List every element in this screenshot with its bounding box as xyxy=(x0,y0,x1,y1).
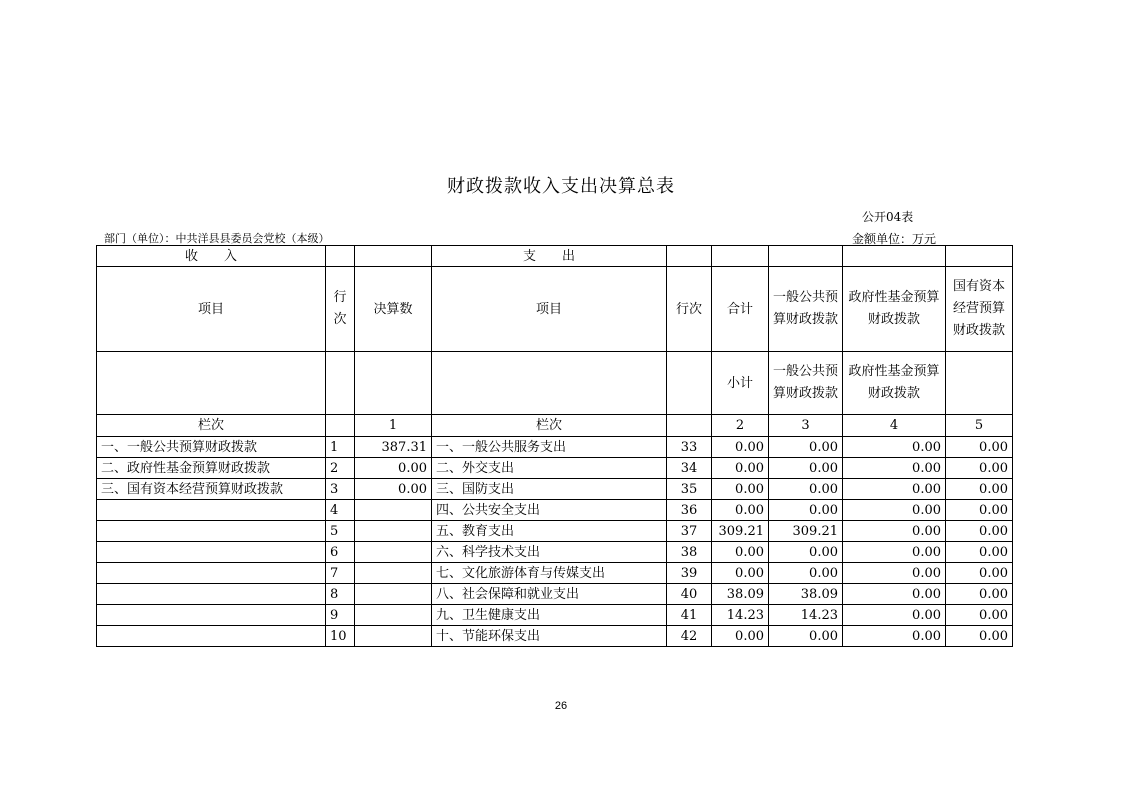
gov-fund-cell: 0.00 xyxy=(843,458,946,479)
income-amount-cell xyxy=(355,626,432,647)
state-capital-cell: 0.00 xyxy=(946,563,1013,584)
expense-section-header: 支 出 xyxy=(432,246,667,267)
expense-item-cell: 十、节能环保支出 xyxy=(432,626,667,647)
state-capital-cell: 0.00 xyxy=(946,626,1013,647)
header-row-columns xyxy=(97,267,1013,352)
income-row-no-cell: 3 xyxy=(326,479,355,500)
income-row-no-cell: 2 xyxy=(326,458,355,479)
gov-fund-header: 政府性基金预算财政拨款 xyxy=(843,267,946,352)
data-rows xyxy=(97,437,1013,647)
income-item-cell xyxy=(97,521,326,542)
header-row-sections xyxy=(97,246,1013,267)
total-cell: 309.21 xyxy=(712,521,769,542)
department-label: 部门（单位）：中共洋县县委员会党校（本级） xyxy=(104,232,330,245)
col-number-1: 1 xyxy=(355,415,432,437)
expense-row-no-cell: 40 xyxy=(667,584,712,605)
expense-row-no-cell: 35 xyxy=(667,479,712,500)
gov-fund-cell: 0.00 xyxy=(843,584,946,605)
state-capital-cell: 0.00 xyxy=(946,542,1013,563)
table-row xyxy=(97,605,1013,626)
income-amount-cell xyxy=(355,500,432,521)
expense-item-header: 项目 xyxy=(432,267,667,352)
general-public-cell: 0.00 xyxy=(769,479,843,500)
total-header: 合计 xyxy=(712,267,769,352)
subtotal-header: 小计 xyxy=(712,352,769,415)
state-capital-cell: 0.00 xyxy=(946,584,1013,605)
state-capital-header: 国有资本经营预算财政拨款 xyxy=(946,267,1013,352)
total-cell: 0.00 xyxy=(712,437,769,458)
table-row xyxy=(97,500,1013,521)
empty-cell xyxy=(326,415,355,437)
total-cell: 0.00 xyxy=(712,626,769,647)
expense-item-cell: 一、一般公共服务支出 xyxy=(432,437,667,458)
row-no-header-text: 行次 xyxy=(333,290,347,327)
table-row xyxy=(97,521,1013,542)
gov-fund-sub-header: 政府性基金预算财政拨款 xyxy=(843,352,946,415)
income-item-cell xyxy=(97,605,326,626)
expense-item-cell: 六、科学技术支出 xyxy=(432,542,667,563)
income-row-no-cell: 6 xyxy=(326,542,355,563)
state-capital-cell: 0.00 xyxy=(946,605,1013,626)
empty-cell xyxy=(432,352,667,415)
general-public-cell: 14.23 xyxy=(769,605,843,626)
general-public-sub-header: 一般公共预算财政拨款 xyxy=(769,352,843,415)
income-row-no-cell: 7 xyxy=(326,563,355,584)
income-amount-cell: 387.31 xyxy=(355,437,432,458)
state-capital-cell: 0.00 xyxy=(946,479,1013,500)
col-number-3: 3 xyxy=(769,415,843,437)
general-public-cell: 38.09 xyxy=(769,584,843,605)
col-number-4: 4 xyxy=(843,415,946,437)
expense-item-cell: 二、外交支出 xyxy=(432,458,667,479)
state-capital-cell: 0.00 xyxy=(946,437,1013,458)
table-row xyxy=(97,563,1013,584)
income-amount-cell: 0.00 xyxy=(355,479,432,500)
table-row xyxy=(97,626,1013,647)
empty-cell xyxy=(355,352,432,415)
general-public-cell: 0.00 xyxy=(769,626,843,647)
expense-column-label: 栏次 xyxy=(432,415,667,437)
expense-row-no-cell: 42 xyxy=(667,626,712,647)
expense-row-no-cell: 41 xyxy=(667,605,712,626)
col-number-2: 2 xyxy=(712,415,769,437)
gov-fund-cell: 0.00 xyxy=(843,437,946,458)
col-number-5: 5 xyxy=(946,415,1013,437)
gov-fund-cell: 0.00 xyxy=(843,605,946,626)
state-capital-cell: 0.00 xyxy=(946,521,1013,542)
form-number: 公开04表 xyxy=(862,210,914,224)
income-amount-cell xyxy=(355,605,432,626)
expense-row-no-cell: 33 xyxy=(667,437,712,458)
table-row xyxy=(97,584,1013,605)
total-cell: 0.00 xyxy=(712,500,769,521)
expense-row-no-cell: 38 xyxy=(667,542,712,563)
empty-cell xyxy=(326,246,355,267)
table-row xyxy=(97,542,1013,563)
budget-amount-header: 决算数 xyxy=(355,267,432,352)
budget-summary-table xyxy=(96,245,1013,647)
general-public-cell: 0.00 xyxy=(769,563,843,584)
total-cell: 38.09 xyxy=(712,584,769,605)
state-capital-cell: 0.00 xyxy=(946,458,1013,479)
gov-fund-cell: 0.00 xyxy=(843,479,946,500)
expense-item-cell: 八、社会保障和就业支出 xyxy=(432,584,667,605)
expense-item-cell: 五、教育支出 xyxy=(432,521,667,542)
gov-fund-cell: 0.00 xyxy=(843,500,946,521)
page-number: 26 xyxy=(554,700,568,712)
header-row-sub xyxy=(97,352,1013,415)
expense-item-cell: 九、卫生健康支出 xyxy=(432,605,667,626)
empty-cell xyxy=(769,246,843,267)
income-item-cell xyxy=(97,584,326,605)
income-amount-cell xyxy=(355,521,432,542)
income-column-label: 栏次 xyxy=(97,415,326,437)
expense-item-cell: 七、文化旅游体育与传媒支出 xyxy=(432,563,667,584)
expense-item-cell: 三、国防支出 xyxy=(432,479,667,500)
expense-row-no-cell: 39 xyxy=(667,563,712,584)
empty-cell xyxy=(667,246,712,267)
income-amount-cell xyxy=(355,584,432,605)
general-public-cell: 0.00 xyxy=(769,500,843,521)
empty-cell xyxy=(712,246,769,267)
income-item-cell xyxy=(97,563,326,584)
income-item-cell: 一、一般公共预算财政拨款 xyxy=(97,437,326,458)
income-item-cell: 二、政府性基金预算财政拨款 xyxy=(97,458,326,479)
income-row-no-cell: 10 xyxy=(326,626,355,647)
total-cell: 0.00 xyxy=(712,479,769,500)
empty-cell xyxy=(355,246,432,267)
income-item-header: 项目 xyxy=(97,267,326,352)
expense-row-no-header: 行次 xyxy=(667,267,712,352)
income-row-no-cell: 1 xyxy=(326,437,355,458)
income-item-cell: 三、国有资本经营预算财政拨款 xyxy=(97,479,326,500)
income-row-no-header xyxy=(326,267,355,352)
column-number-row xyxy=(97,415,1013,437)
general-public-cell: 309.21 xyxy=(769,521,843,542)
income-item-cell xyxy=(97,500,326,521)
total-cell: 0.00 xyxy=(712,542,769,563)
income-amount-cell: 0.00 xyxy=(355,458,432,479)
income-amount-cell xyxy=(355,542,432,563)
income-amount-cell xyxy=(355,563,432,584)
income-item-cell xyxy=(97,542,326,563)
general-public-cell: 0.00 xyxy=(769,458,843,479)
total-cell: 0.00 xyxy=(712,563,769,584)
expense-row-no-cell: 37 xyxy=(667,521,712,542)
gov-fund-cell: 0.00 xyxy=(843,563,946,584)
expense-item-cell: 四、公共安全支出 xyxy=(432,500,667,521)
income-row-no-cell: 4 xyxy=(326,500,355,521)
table-row xyxy=(97,458,1013,479)
income-row-no-cell: 8 xyxy=(326,584,355,605)
general-public-cell: 0.00 xyxy=(769,542,843,563)
income-row-no-cell: 5 xyxy=(326,521,355,542)
total-cell: 14.23 xyxy=(712,605,769,626)
page-title: 财政拨款收入支出决算总表 xyxy=(447,176,675,197)
income-section-header: 收 入 xyxy=(97,246,326,267)
general-public-cell: 0.00 xyxy=(769,437,843,458)
empty-cell xyxy=(326,352,355,415)
empty-cell xyxy=(946,352,1013,415)
general-public-header: 一般公共预算财政拨款 xyxy=(769,267,843,352)
empty-cell xyxy=(667,415,712,437)
amount-unit-label: 金额单位：万元 xyxy=(852,232,937,246)
gov-fund-cell: 0.00 xyxy=(843,521,946,542)
expense-row-no-cell: 36 xyxy=(667,500,712,521)
expense-row-no-cell: 34 xyxy=(667,458,712,479)
gov-fund-cell: 0.00 xyxy=(843,626,946,647)
table-row xyxy=(97,437,1013,458)
state-capital-cell: 0.00 xyxy=(946,500,1013,521)
table-row xyxy=(97,479,1013,500)
income-item-cell xyxy=(97,626,326,647)
empty-cell xyxy=(843,246,946,267)
empty-cell xyxy=(667,352,712,415)
empty-cell xyxy=(97,352,326,415)
gov-fund-cell: 0.00 xyxy=(843,542,946,563)
empty-cell xyxy=(946,246,1013,267)
income-row-no-cell: 9 xyxy=(326,605,355,626)
total-cell: 0.00 xyxy=(712,458,769,479)
